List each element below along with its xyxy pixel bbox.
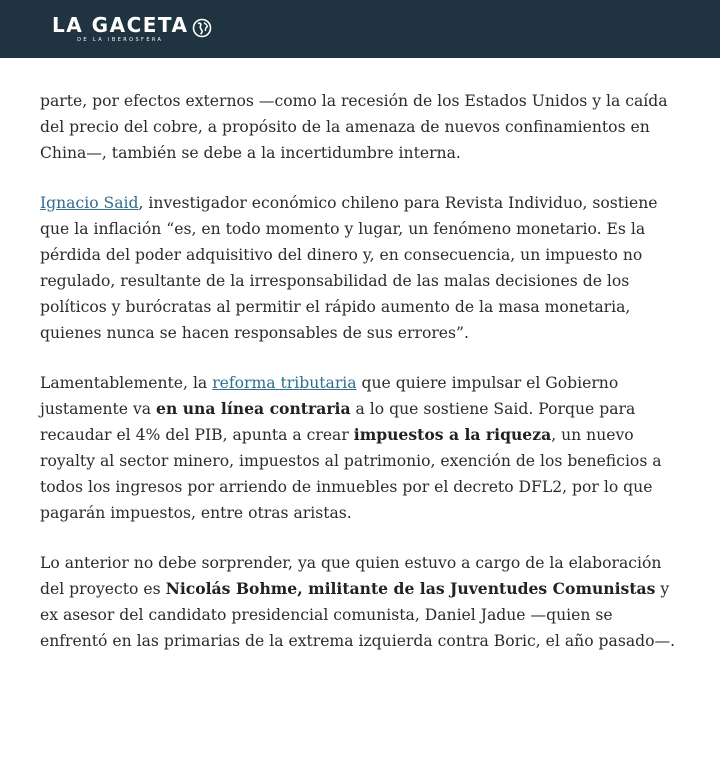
bold-text: Nicolás Bohme, militante de las Juventudes Comunistas [165, 579, 656, 598]
article-paragraph-4 [40, 550, 680, 654]
tax-reform-link[interactable]: reforma tributaria [212, 374, 357, 392]
article-paragraph-2 [40, 190, 680, 346]
logo-subtitle: DE LA IBEROSFERA [77, 37, 164, 43]
paragraph-text: a lo que sostiene Said. Porque para recaudar el 4% del PIB, apunta a crear [40, 400, 636, 444]
paragraph-text: , investigador económico chileno para Revista Individuo, sostiene que la inflación “es, en todo momento y lugar, un fenómeno monetario. Es la pérdida del poder adquisitivo del dinero y, en consecuencia, un impuesto no regulado, resultante de la irresponsabilidad de las malas decisiones de los políticos y burócratas al permitir el rápido aumento de la masa monetaria, quienes nunca se hacen responsables de sus errores”. [40, 194, 658, 342]
paragraph-text: parte, por efectos externos —como la recesión de los Estados Unidos y la caída del precio del cobre, a propósito de la amenaza de nuevos confinamientos en China—, también se debe a la incertidumbre interna. [40, 92, 668, 162]
logo-text-group [52, 15, 189, 43]
bold-text: en una línea contraria [156, 399, 351, 418]
globe-icon [192, 18, 212, 38]
bold-text: impuestos a la riqueza [353, 425, 552, 444]
site-header [0, 0, 720, 58]
paragraph-text: Lamentablemente, la [40, 374, 213, 392]
article-paragraph-3 [40, 370, 680, 526]
article-body [0, 58, 720, 654]
article-paragraph-1 [40, 88, 680, 166]
logo-title: LA GACETA [52, 13, 189, 37]
author-link[interactable]: Ignacio Said [40, 194, 139, 212]
paragraph-text: Lo anterior no debe sorprender, ya que quien estuvo a cargo de la elaboración del proyecto es [40, 554, 662, 598]
paragraph-text: que quiere impulsar el Gobierno justamente va [40, 374, 619, 418]
site-logo[interactable] [52, 15, 212, 43]
paragraph-text: y ex asesor del candidato presidencial comunista, Daniel Jadue —quien se enfrentó en las primarias de la extrema izquierda contra Boric, el año pasado—. [40, 580, 676, 650]
paragraph-text: , un nuevo royalty al sector minero, impuestos al patrimonio, exención de los beneficios a todos los ingresos por arriendo de inmuebles por el decreto DFL2, por lo que pagarán impuestos, entre otras aristas. [40, 426, 662, 522]
